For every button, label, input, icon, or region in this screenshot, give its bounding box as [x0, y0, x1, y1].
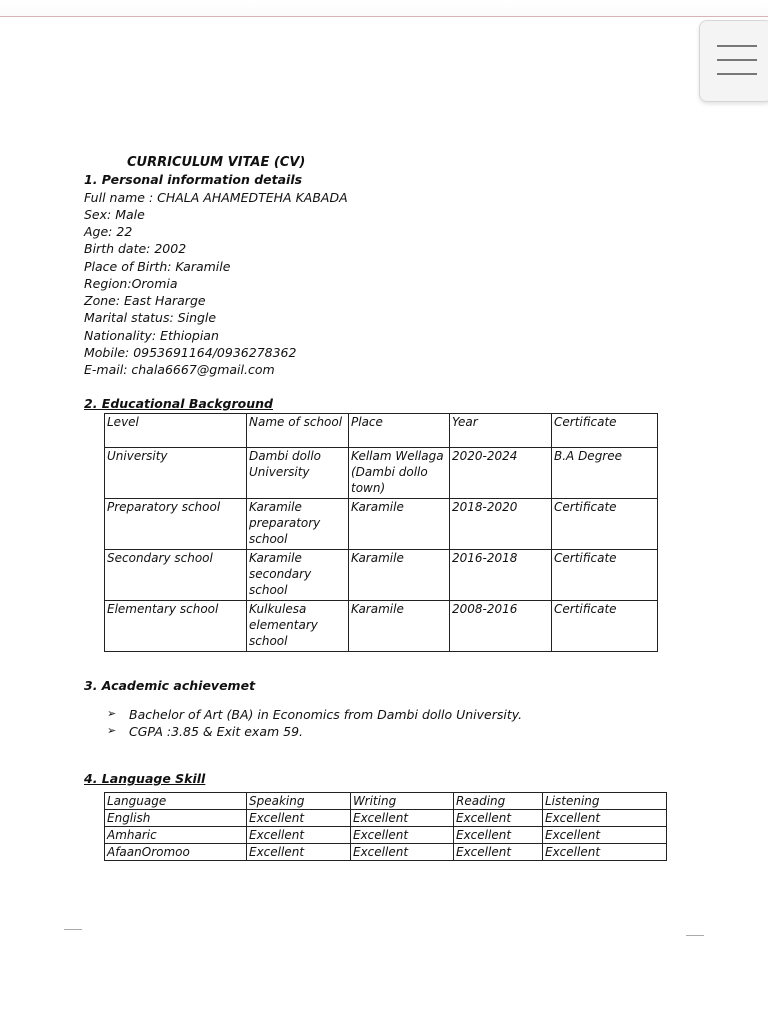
table-row: [105, 499, 658, 550]
table-cell: Excellent: [543, 827, 667, 844]
table-cell: 2018-2020: [450, 499, 552, 550]
achievement-item: Bachelor of Art (BA) in Economics from Dambi dollo University.: [129, 707, 523, 722]
header-cell: Level: [105, 414, 247, 448]
table-cell: Excellent: [247, 844, 351, 861]
table-cell: Karamile preparatory school: [247, 499, 349, 550]
full-name-line: Full name : CHALA AHAMEDTEHA KABADA: [84, 190, 348, 205]
education-table: [104, 413, 658, 652]
table-cell: 2008-2016: [450, 601, 552, 652]
marital-status-line: Marital status: Single: [84, 310, 217, 325]
header-cell: Year: [450, 414, 552, 448]
table-cell: Secondary school: [105, 550, 247, 601]
table-cell: Kulkulesa elementary school: [247, 601, 349, 652]
header-cell: Name of school: [247, 414, 349, 448]
table-cell: Kellam Wellaga (Dambi dollo town): [349, 448, 450, 499]
table-cell: Excellent: [543, 810, 667, 827]
table-cell: Excellent: [454, 844, 543, 861]
table-cell: Elementary school: [105, 601, 247, 652]
table-cell: Certificate: [552, 499, 658, 550]
header-cell: Language: [105, 793, 247, 810]
table-cell: Dambi dollo University: [247, 448, 349, 499]
header-cell: Certificate: [552, 414, 658, 448]
table-cell: Excellent: [247, 827, 351, 844]
table-cell: University: [105, 448, 247, 499]
education-heading: 2. Educational Background: [84, 396, 273, 411]
table-cell: English: [105, 810, 247, 827]
table-cell: Excellent: [543, 844, 667, 861]
header-cell: Listening: [543, 793, 667, 810]
table-cell: Excellent: [351, 827, 454, 844]
table-cell: AfaanOromoo: [105, 844, 247, 861]
table-header-row: [105, 414, 658, 448]
table-row: [105, 601, 658, 652]
table-cell: Excellent: [351, 844, 454, 861]
table-cell: Excellent: [454, 827, 543, 844]
language-heading: 4. Language Skill: [84, 771, 206, 786]
page-corner-mark: [686, 935, 704, 936]
table-cell: Excellent: [247, 810, 351, 827]
table-cell: Excellent: [351, 810, 454, 827]
table-cell: 2020-2024: [450, 448, 552, 499]
table-cell: Certificate: [552, 601, 658, 652]
table-cell: 2016-2018: [450, 550, 552, 601]
table-cell: Karamile: [349, 550, 450, 601]
table-header-row: [105, 793, 667, 810]
cv-title: CURRICULUM VITAE (CV): [127, 155, 306, 170]
table-cell: Karamile secondary school: [247, 550, 349, 601]
achievement-heading: 3. Academic achievemet: [84, 678, 256, 693]
table-cell: B.A Degree: [552, 448, 658, 499]
sex-line: Sex: Male: [84, 207, 145, 222]
age-line: Age: 22: [84, 224, 133, 239]
table-cell: Karamile: [349, 499, 450, 550]
table-row: [105, 550, 658, 601]
birth-date-line: Birth date: 2002: [84, 241, 187, 256]
nationality-line: Nationality: Ethiopian: [84, 328, 219, 343]
table-row: [105, 827, 667, 844]
bullet-icon: ➢: [107, 724, 117, 737]
header-cell: Speaking: [247, 793, 351, 810]
header-cell: Place: [349, 414, 450, 448]
header-cell: Reading: [454, 793, 543, 810]
zone-line: Zone: East Hararge: [84, 293, 206, 308]
language-table: [104, 792, 667, 861]
page-corner-mark: [64, 929, 82, 930]
table-cell: Amharic: [105, 827, 247, 844]
table-row: [105, 844, 667, 861]
mobile-line: Mobile: 0953691164/0936278362: [84, 345, 297, 360]
personal-heading: 1. Personal information details: [84, 172, 303, 187]
table-cell: Karamile: [349, 601, 450, 652]
birth-place-line: Place of Birth: Karamile: [84, 259, 231, 274]
email-line: E-mail: chala6667@gmail.com: [84, 362, 275, 377]
table-cell: Excellent: [454, 810, 543, 827]
table-cell: Certificate: [552, 550, 658, 601]
table-row: [105, 810, 667, 827]
table-row: [105, 448, 658, 499]
achievement-item: CGPA :3.85 & Exit exam 59.: [129, 724, 304, 739]
bullet-icon: ➢: [107, 707, 117, 720]
table-cell: Preparatory school: [105, 499, 247, 550]
region-line: Region:Oromia: [84, 276, 178, 291]
header-cell: Writing: [351, 793, 454, 810]
